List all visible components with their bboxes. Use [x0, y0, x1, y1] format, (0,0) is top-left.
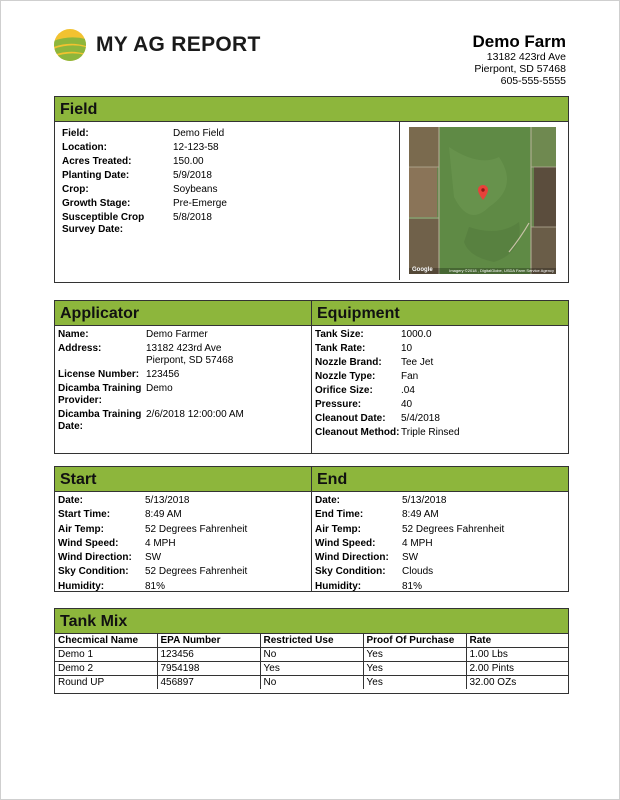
start-label: Date: — [58, 495, 84, 506]
equipment-title: Equipment — [312, 301, 568, 326]
field-label: Location: — [62, 142, 107, 153]
table-cell-epa-number: 7954198 — [157, 662, 260, 676]
equipment-label: Nozzle Brand: — [315, 357, 382, 368]
start-label: Wind Direction: — [58, 552, 132, 564]
start-label: Humidity: — [58, 580, 105, 592]
field-label: Susceptible Crop Survey Date: — [62, 212, 145, 235]
equipment-value: 5/4/2018 — [401, 413, 440, 424]
end-label: Air Temp: — [315, 523, 361, 535]
applicator-details — [55, 326, 311, 433]
end-row-air-temp — [315, 524, 568, 536]
table-row — [55, 676, 568, 690]
applicator-value: 123456 — [146, 369, 180, 380]
applicator-row-address — [58, 343, 311, 367]
field-row-susceptible-crop-survey-date — [62, 212, 227, 236]
start-row-wind-direction — [58, 552, 311, 564]
equipment-row-tank-size — [315, 329, 568, 341]
equipment-value: .04 — [401, 385, 415, 396]
applicator-panel — [55, 301, 312, 453]
start-title: Start — [55, 467, 311, 492]
location-pin-icon[interactable] — [478, 185, 488, 200]
field-details — [62, 128, 227, 238]
column-header-restricted-use: Restricted Use — [260, 634, 363, 648]
table-cell-checmical-name: Round UP — [55, 676, 157, 690]
equipment-row-orifice-size — [315, 385, 568, 397]
end-label: Date: — [315, 495, 341, 506]
equipment-label: Orifice Size: — [315, 385, 373, 396]
start-label: Wind Speed: — [58, 537, 119, 549]
field-row-field — [62, 128, 227, 140]
start-row-date — [58, 495, 311, 507]
field-row-location — [62, 142, 227, 154]
field-value: 5/8/2018 — [173, 212, 212, 223]
table-cell-rate: 2.00 Pints — [466, 662, 568, 676]
google-logo: Google — [412, 267, 433, 273]
equipment-label: Tank Size: — [315, 329, 364, 340]
equipment-label: Nozzle Type: — [315, 371, 376, 382]
field-label: Planting Date: — [62, 170, 130, 181]
equipment-value: 40 — [401, 399, 413, 410]
equipment-value: 1000.0 — [401, 329, 432, 340]
logo-text: MY AG REPORT — [96, 33, 261, 56]
equipment-row-cleanout-date — [315, 413, 568, 425]
field-sun-logo-icon — [53, 28, 87, 62]
start-row-wind-speed — [58, 538, 311, 550]
table-cell-epa-number: 456897 — [157, 676, 260, 690]
equipment-row-nozzle-brand — [315, 357, 568, 369]
tank-mix-table — [55, 634, 568, 689]
applicator-row-dicamba-training-date — [58, 409, 311, 433]
field-value: 12-123-58 — [173, 142, 219, 153]
field-value: Demo Field — [173, 128, 225, 139]
field-label: Field: — [62, 128, 89, 139]
applicator-equipment-section — [54, 300, 569, 454]
end-label: Humidity: — [315, 580, 362, 592]
table-cell-proof-of-purchase: Yes — [363, 648, 466, 662]
table-cell-rate: 1.00 Lbs — [466, 648, 568, 662]
end-value: 4 MPH — [402, 537, 433, 549]
start-value: 8:49 AM — [145, 509, 182, 521]
table-cell-restricted-use: No — [260, 676, 363, 690]
tank-mix-body — [55, 648, 568, 690]
end-label: Wind Direction: — [315, 552, 389, 564]
start-panel — [55, 467, 312, 591]
equipment-value: 10 — [401, 343, 413, 354]
applicator-value: 13182 423rd Ave Pierpont, SD 57468 — [146, 343, 234, 366]
applicator-label: Dicamba Training Provider: — [58, 383, 142, 406]
end-row-date — [315, 495, 568, 507]
table-cell-restricted-use: No — [260, 648, 363, 662]
table-cell-checmical-name: Demo 2 — [55, 662, 157, 676]
start-details — [55, 492, 311, 593]
start-value: 4 MPH — [145, 537, 176, 549]
table-cell-proof-of-purchase: Yes — [363, 662, 466, 676]
farm-phone: 605-555-5555 — [500, 75, 566, 87]
equipment-row-nozzle-type — [315, 371, 568, 383]
applicator-row-name — [58, 329, 311, 341]
start-row-sky-condition — [58, 566, 311, 578]
column-header-checmical-name: Checmical Name — [55, 634, 157, 648]
map-attribution: Imagery ©2018 , DigitalGlobe, USDA Farm Service Agency — [409, 268, 556, 274]
field-section — [54, 96, 569, 283]
applicator-title: Applicator — [55, 301, 311, 326]
field-row-crop — [62, 184, 227, 196]
end-row-sky-condition — [315, 566, 568, 578]
table-cell-epa-number: 123456 — [157, 648, 260, 662]
start-row-start-time — [58, 509, 311, 521]
end-panel — [312, 467, 568, 591]
start-value: SW — [145, 552, 162, 564]
end-value: 5/13/2018 — [402, 495, 447, 506]
equipment-label: Cleanout Method: — [315, 427, 400, 438]
end-value: 81% — [402, 580, 423, 592]
satellite-imagery — [409, 127, 556, 274]
start-end-section — [54, 466, 569, 592]
equipment-value: Tee Jet — [401, 357, 434, 368]
equipment-row-cleanout-method — [315, 427, 568, 439]
equipment-panel — [312, 301, 568, 453]
equipment-row-tank-rate — [315, 343, 568, 355]
start-value: 52 Degrees Fahrenheit — [145, 566, 248, 578]
logo — [53, 28, 261, 62]
end-value: Clouds — [402, 566, 434, 578]
applicator-row-license-number — [58, 369, 311, 381]
field-row-growth-stage — [62, 198, 227, 210]
table-cell-proof-of-purchase: Yes — [363, 676, 466, 690]
farm-name: Demo Farm — [472, 32, 566, 51]
end-value: 52 Degrees Fahrenheit — [402, 523, 505, 535]
field-row-planting-date — [62, 170, 227, 182]
start-label: Sky Condition: — [58, 566, 129, 578]
field-row-acres-treated — [62, 156, 227, 168]
equipment-row-pressure — [315, 399, 568, 411]
field-value: Pre-Emerge — [173, 198, 227, 209]
applicator-value: 2/6/2018 12:00:00 AM — [146, 409, 244, 420]
applicator-row-dicamba-training-provider — [58, 383, 311, 407]
tank-mix-title: Tank Mix — [55, 609, 568, 634]
field-label: Growth Stage: — [62, 198, 131, 209]
start-value: 5/13/2018 — [145, 495, 190, 506]
applicator-label: License Number: — [58, 369, 140, 380]
start-row-air-temp — [58, 524, 311, 536]
field-value: 5/9/2018 — [173, 170, 212, 181]
equipment-value: Triple Rinsed — [401, 427, 460, 438]
equipment-value: Fan — [401, 371, 419, 382]
start-value: 81% — [145, 580, 166, 592]
tank-mix-section — [54, 608, 569, 694]
applicator-label: Address: — [58, 343, 102, 354]
table-cell-restricted-use: Yes — [260, 662, 363, 676]
table-row — [55, 648, 568, 662]
end-row-end-time — [315, 509, 568, 521]
applicator-label: Dicamba Training Date: — [58, 409, 142, 432]
field-satellite-map[interactable] — [409, 127, 556, 274]
field-section-title: Field — [55, 97, 568, 122]
end-label: Wind Speed: — [315, 537, 376, 549]
end-row-wind-speed — [315, 538, 568, 550]
equipment-label: Pressure: — [315, 399, 362, 410]
start-label: Start Time: — [58, 509, 111, 521]
farm-info — [472, 33, 566, 87]
applicator-label: Name: — [58, 329, 89, 340]
end-details — [312, 492, 568, 593]
applicator-value: Demo Farmer — [146, 329, 208, 340]
table-row — [55, 662, 568, 676]
equipment-label: Cleanout Date: — [315, 413, 386, 424]
field-label: Acres Treated: — [62, 156, 132, 167]
field-label: Crop: — [62, 184, 89, 195]
field-value: Soybeans — [173, 184, 218, 195]
column-header-epa-number: EPA Number — [157, 634, 260, 648]
start-row-humidity — [58, 581, 311, 593]
field-value: 150.00 — [173, 156, 204, 167]
equipment-label: Tank Rate: — [315, 343, 366, 354]
table-cell-rate: 32.00 OZs — [466, 676, 568, 690]
end-label: Sky Condition: — [315, 566, 386, 578]
field-map-cell — [399, 122, 569, 280]
start-value: 52 Degrees Fahrenheit — [145, 523, 248, 535]
table-cell-checmical-name: Demo 1 — [55, 648, 157, 662]
tank-mix-header-row — [55, 634, 568, 648]
column-header-proof-of-purchase: Proof Of Purchase — [363, 634, 466, 648]
farm-address-line1: 13182 423rd Ave — [486, 51, 566, 63]
end-label: End Time: — [315, 509, 364, 521]
equipment-details — [312, 326, 568, 439]
end-title: End — [312, 467, 568, 492]
end-value: SW — [402, 552, 419, 564]
start-label: Air Temp: — [58, 523, 104, 535]
applicator-value: Demo — [146, 383, 173, 394]
end-row-humidity — [315, 581, 568, 593]
column-header-rate: Rate — [466, 634, 568, 648]
farm-address-line2: Pierpont, SD 57468 — [474, 63, 566, 75]
end-row-wind-direction — [315, 552, 568, 564]
end-value: 8:49 AM — [402, 509, 439, 521]
